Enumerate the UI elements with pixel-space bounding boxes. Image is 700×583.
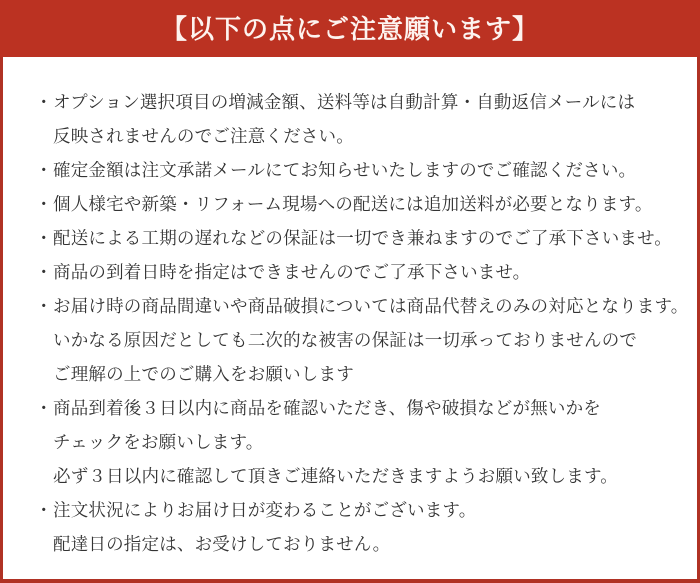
notice-item (35, 255, 681, 289)
notice-item (35, 391, 681, 493)
notice-item (35, 493, 681, 561)
notice-line (35, 221, 681, 255)
notice-line (35, 85, 681, 119)
notice-line-text: 個人様宅や新築・リフォーム現場への配送には追加送料が必要となります。 (53, 194, 653, 214)
notice-line-text: 配送による工期の遅れなどの保証は一切でき兼ねますのでご了承下さいませ。 (53, 228, 672, 248)
bullet-marker: ・ (35, 194, 53, 214)
notice-line-text: 注文状況によりお届け日が変わることがございます。 (53, 500, 477, 520)
notice-line (35, 289, 689, 323)
notice-header-banner (0, 0, 700, 57)
bullet-marker: ・ (35, 160, 53, 180)
bullet-marker: ・ (35, 92, 53, 112)
notice-line-text: 配達日の指定は、お受けしておりません。 (53, 534, 391, 554)
notice-title: 【以下の点にご注意願います】 (160, 13, 539, 44)
notice-item (35, 221, 681, 255)
notice-line-text: 商品の到着日時を指定はできませんのでご了承下さいませ。 (53, 262, 531, 282)
bullet-marker: ・ (35, 228, 53, 248)
bullet-marker: ・ (35, 500, 53, 520)
notice-line-text: チェックをお願いします。 (53, 432, 264, 452)
notice-line (35, 493, 681, 527)
notice-line-text: 必ず３日以内に確認して頂きご連絡いただきますようお願い致します。 (53, 466, 618, 486)
notice-line-text: ご理解の上でのご購入をお願いします (53, 364, 354, 384)
bullet-marker: ・ (35, 262, 53, 282)
notice-item (35, 85, 681, 153)
notice-item (35, 153, 681, 187)
notice-line-text: お届け時の商品間違いや商品破損については商品代替えのみの対応となります。 (53, 296, 689, 316)
bullet-marker: ・ (35, 296, 53, 316)
bullet-marker: ・ (35, 398, 53, 418)
notice-item (35, 187, 681, 221)
notice-line (35, 153, 681, 187)
notice-line-text: オプション選択項目の増減金額、送料等は自動計算・自動返信メールには (53, 92, 636, 112)
notice-line (35, 391, 681, 425)
notice-line-text: 反映されませんのでご注意ください。 (53, 126, 354, 146)
notice-line-text: 確定金額は注文承諾メールにてお知らせいたしますのでご確認ください。 (53, 160, 637, 180)
notice-line (35, 187, 681, 221)
notice-item (35, 289, 689, 391)
notice-body (0, 57, 700, 583)
notice-line-text: 商品到着後３日以内に商品を確認いただき、傷や破損などが無いかを (53, 398, 601, 418)
notice-line-text: いかなる原因だとしても二次的な被害の保証は一切承っておりませんので (53, 330, 638, 350)
notice-line (35, 255, 681, 289)
